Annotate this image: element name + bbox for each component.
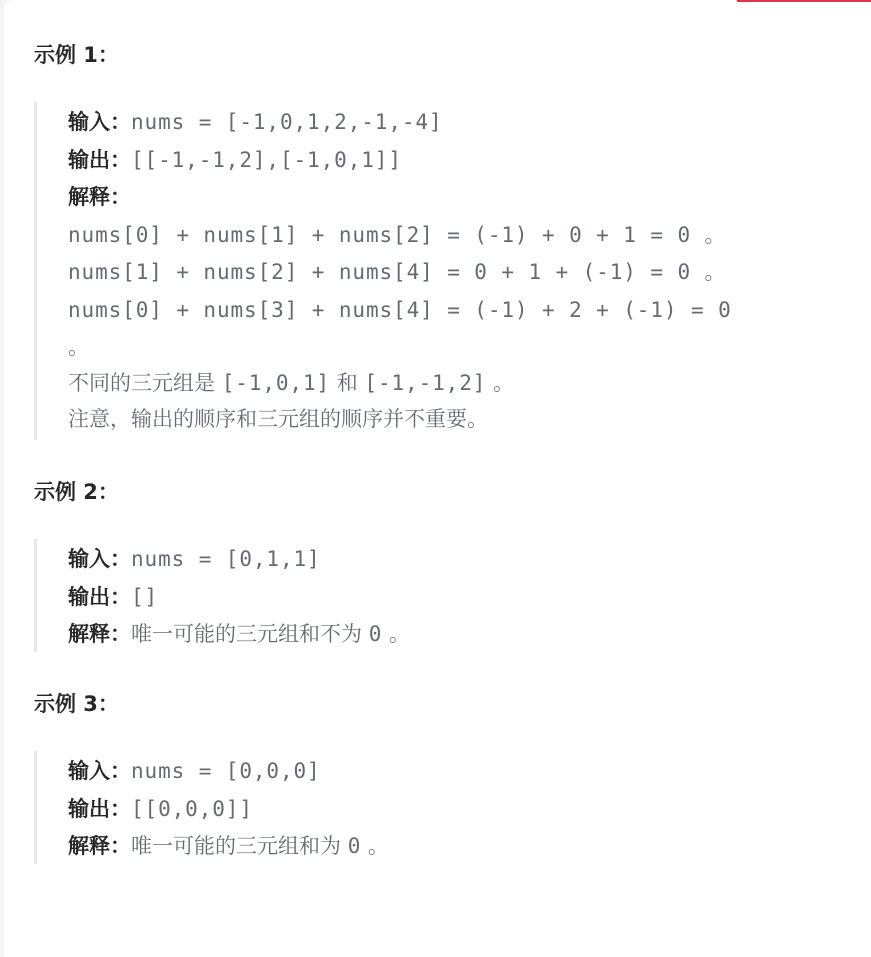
example-2-output-line xyxy=(68,579,410,617)
problem-description-panel xyxy=(4,0,871,957)
explain-note-line xyxy=(68,365,732,401)
example-1-heading: 示例 1： xyxy=(34,43,119,67)
example-1-explain-line xyxy=(68,179,732,217)
output-label: 输出： xyxy=(68,584,131,609)
example-2-explain-line xyxy=(68,616,410,654)
explain-code: 0 xyxy=(347,834,362,858)
input-label: 输入： xyxy=(68,547,131,571)
equation-text: nums[0] + nums[1] + nums[2] = (-1) + 0 + 1 = 0 。 xyxy=(68,222,727,247)
input-label: 输入： xyxy=(68,110,131,134)
example-3-input-line xyxy=(68,753,389,791)
explain-suffix: 。 xyxy=(361,834,389,858)
explain-equation-2 xyxy=(68,254,732,292)
explain-text: 唯一可能的三元组和为 xyxy=(131,834,348,858)
explain-equation-3-wrap xyxy=(68,329,732,365)
explain-text: 唯一可能的三元组和不为 xyxy=(131,622,369,646)
input-label: 输入： xyxy=(68,759,131,783)
equation-text: 。 xyxy=(68,335,90,359)
explain-note-line-2 xyxy=(68,401,732,437)
explain-label: 解释： xyxy=(68,834,131,858)
equation-text: nums[1] + nums[2] + nums[4] = 0 + 1 + (-1) = 0 。 xyxy=(68,260,727,284)
input-value: nums = [0,0,0] xyxy=(131,759,321,783)
output-value: [[0,0,0]] xyxy=(131,796,253,821)
equation-text: nums[0] + nums[3] + nums[4] = (-1) + 2 + (-1) = 0 xyxy=(68,297,732,322)
explain-label: 解释： xyxy=(68,622,131,646)
example-3-explain-line xyxy=(68,828,389,866)
explain-equation-1 xyxy=(68,217,732,255)
example-2-heading: 示例 2： xyxy=(34,480,119,504)
output-value: [[-1,-1,2],[-1,0,1]] xyxy=(131,147,402,172)
example-1-output-line xyxy=(68,142,732,180)
example-2-block xyxy=(34,539,410,652)
output-value: [] xyxy=(131,584,159,609)
example-1-block xyxy=(34,102,732,440)
example-3-output-line xyxy=(68,791,389,829)
note-text: 注意，输出的顺序和三元组的顺序并不重要。 xyxy=(68,407,488,431)
note-prefix: 不同的三元组是 xyxy=(68,371,222,395)
output-label: 输出： xyxy=(68,147,131,172)
example-1-input-line xyxy=(68,104,732,142)
note-code-1: [-1,0,1] xyxy=(221,371,331,395)
explain-label: 解释： xyxy=(68,185,131,209)
example-2-input-line xyxy=(68,541,410,579)
explain-suffix: 。 xyxy=(382,622,410,646)
note-code-2: [-1,-1,2] xyxy=(364,371,487,395)
explain-code: 0 xyxy=(368,622,383,646)
explain-equation-3 xyxy=(68,292,732,330)
input-value: nums = [-1,0,1,2,-1,-4] xyxy=(131,110,443,134)
example-3-heading: 示例 3： xyxy=(34,692,119,716)
accent-strip xyxy=(737,0,871,2)
note-suffix: 。 xyxy=(486,371,514,395)
example-3-block xyxy=(34,751,389,864)
note-mid: 和 xyxy=(330,371,365,395)
output-label: 输出： xyxy=(68,796,131,821)
input-value: nums = [0,1,1] xyxy=(131,547,321,571)
